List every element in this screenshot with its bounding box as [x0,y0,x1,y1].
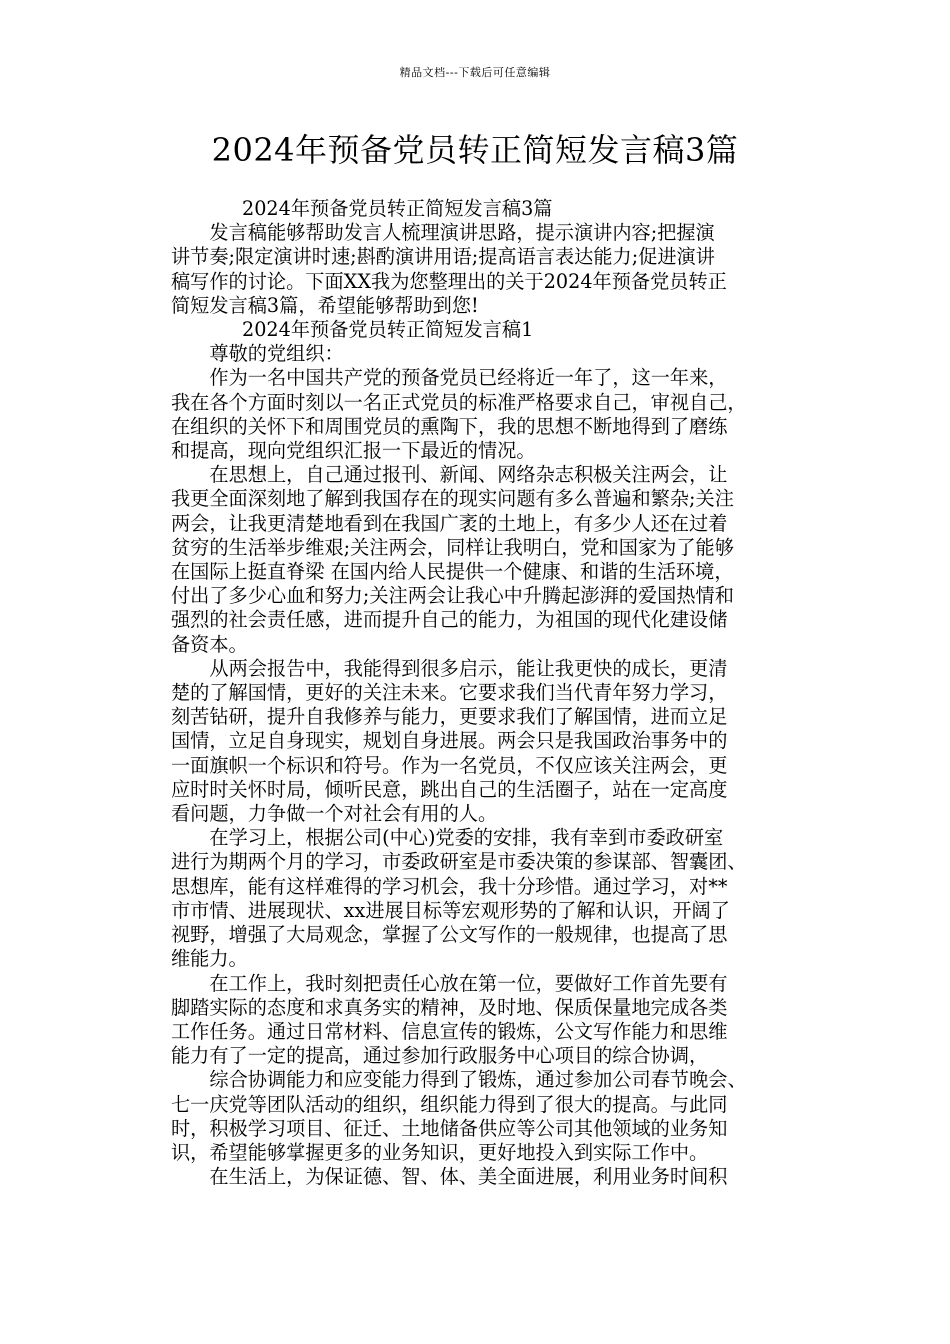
text-line: 从两会报告中，我能得到很多启示，能让我更快的成长，更清 [209,656,728,680]
text-line: 应时时关怀时局，倾听民意，跳出自己的生活圈子，站在一定高度 [171,777,728,801]
text-line: 付出了多少心血和努力;关注两会让我心中升腾起澎湃的爱国热情和 [171,584,734,608]
text-line: 我更全面深刻地了解到我国存在的现实问题有多么普遍和繁杂;关注 [171,487,734,511]
text-line: 进行为期两个月的学习，市委政研室是市委决策的参谋部、智囊团、 [171,850,747,874]
text-line: 两会，让我更清楚地看到在我国广袤的土地上，有多少人还在过着 [171,511,728,535]
text-line: 维能力。 [171,947,248,971]
text-line: 脚踏实际的态度和求真务实的精神，及时地、保质保量地完成各类 [171,995,728,1019]
text-line: 作为一名中国共产党的预备党员已经将近一年了，这一年来， [209,366,728,390]
text-line: 简短发言稿3篇，希望能够帮助到您! [171,293,479,317]
text-line: 2024年预备党员转正简短发言稿1 [242,318,534,342]
text-line: 2024年预备党员转正简短发言稿3篇 [242,197,553,220]
text-line: 贫穷的生活举步维艰;关注两会，同样让我明白，党和国家为了能够 [171,535,734,559]
text-line: 在组织的关怀下和周围党员的熏陶下，我的思想不断地得到了磨练 [171,414,728,438]
text-line: 发言稿能够帮助发言人梳理演讲思路，提示演讲内容;把握演 [209,221,715,245]
text-line: 七一庆党等团队活动的组织，组织能力得到了很大的提高。与此同 [171,1092,728,1116]
text-line: 能力有了一定的提高，通过参加行政服务中心项目的综合协调， [171,1044,709,1068]
text-line: 刻苦钻研，提升自我修养与能力，更要求我们了解国情，进而立足 [171,705,728,729]
text-line: 一面旗帜一个标识和符号。作为一名党员，不仅应该关注两会，更 [171,753,728,777]
text-line: 看问题，力争做一个对社会有用的人。 [171,802,498,826]
text-line: 备资本。 [171,632,248,656]
text-line: 讲节奏;限定演讲时速;斟酌演讲用语;提高语言表达能力;促进演讲 [171,245,715,269]
text-line: 在思想上，自己通过报刊、新闻、网络杂志积极关注两会，让 [209,463,728,487]
text-line: 综合协调能力和应变能力得到了锻炼，通过参加公司春节晚会、 [209,1068,747,1092]
text-line: 和提高，现向党组织汇报一下最近的情况。 [171,439,536,463]
text-line: 时，积极学习项目、征迁、土地储备供应等公司其他领域的业务知 [171,1116,728,1140]
text-line: 思想库，能有这样难得的学习机会，我十分珍惜。通过学习，对** [171,874,728,898]
text-line: 尊敬的党组织： [209,342,344,366]
document-body [171,197,805,1189]
text-line: 视野，增强了大局观念，掌握了公文写作的一般规律，也提高了思 [171,923,728,947]
text-line: 在学习上，根据公司(中心)党委的安排，我有幸到市委政研室 [209,826,724,850]
page-header: 精品文档---下载后可任意编辑 [399,66,551,79]
text-line: 在生活上，为保证德、智、体、美全面进展，利用业务时间积 [209,1165,728,1189]
text-line: 识，希望能够掌握更多的业务知识，更好地投入到实际工作中。 [171,1140,709,1164]
text-line: 市市情、进展现状、xx进展目标等宏观形势的了解和认识，开阔了 [171,898,730,922]
text-line: 工作任务。通过日常材料、信息宣传的锻炼，公文写作能力和思维 [171,1019,728,1043]
text-line: 国情，立足自身现实，规划自身进展。两会只是我国政治事务中的 [171,729,728,753]
text-line: 楚的了解国情，更好的关注未来。它要求我们当代青年努力学习， [171,681,728,705]
document-title: 2024年预备党员转正简短发言稿3篇 [211,131,739,169]
text-line: 强烈的社会责任感，进而提升自己的能力，为祖国的现代化建设储 [171,608,728,632]
text-line: 在国际上挺直脊梁 在国内给人民提供一个健康、和谐的生活环境， [171,560,734,584]
text-line: 在工作上，我时刻把责任心放在第一位，要做好工作首先要有 [209,971,728,995]
text-line: 稿写作的讨论。下面XX我为您整理出的关于2024年预备党员转正 [171,269,727,293]
text-line: 我在各个方面时刻以一名正式党员的标准严格要求自己，审视自己， [171,390,747,414]
